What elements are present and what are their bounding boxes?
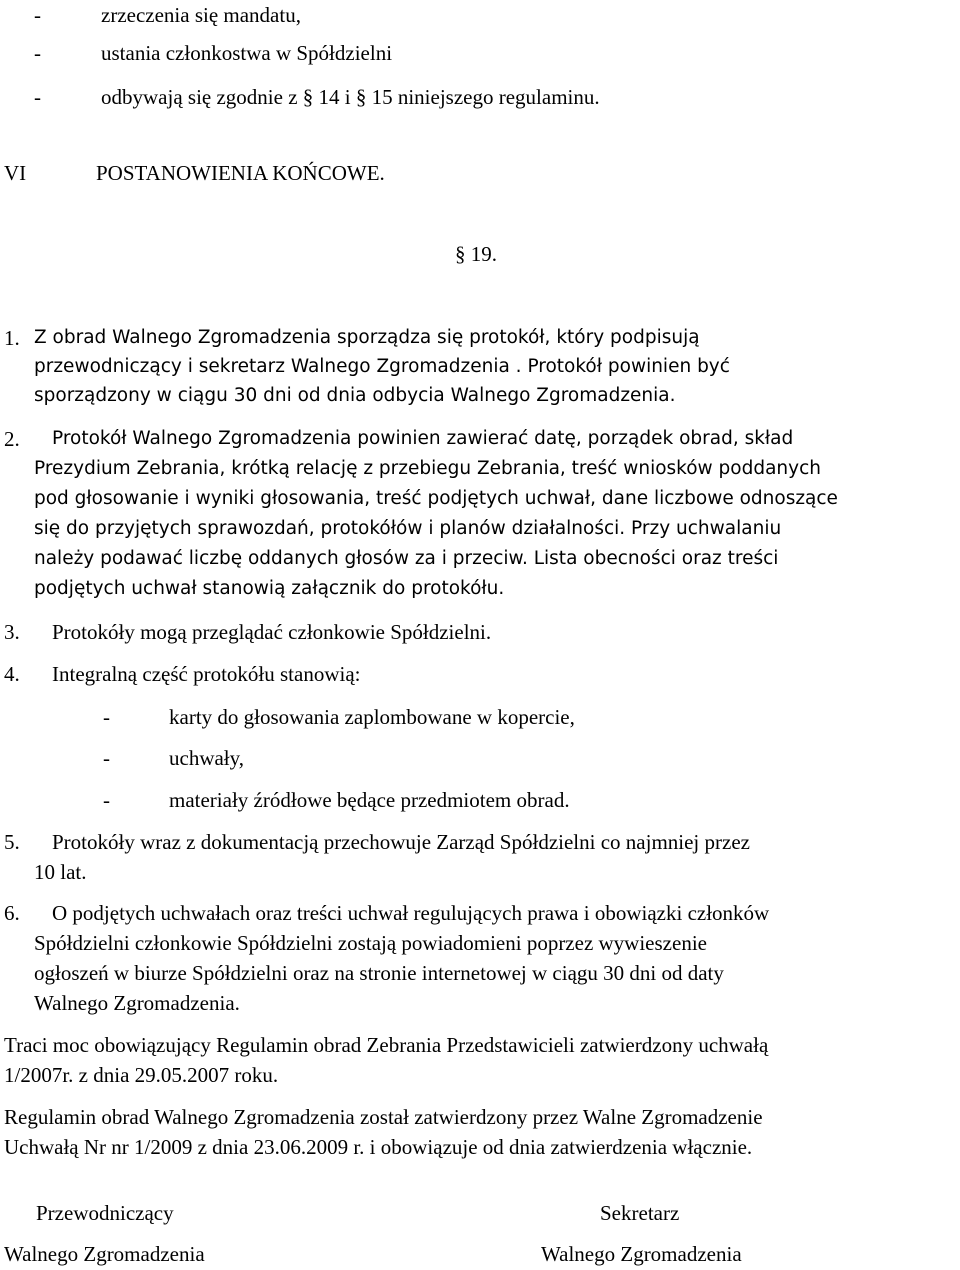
paragraph-mark: § 19. xyxy=(455,242,497,266)
item-number: 3. xyxy=(4,620,20,644)
section-number: VI xyxy=(4,161,27,185)
signature-role: Sekretarz xyxy=(600,1201,680,1225)
closing-line: Uchwałą Nr nr 1/2009 z dnia 23.06.2009 r. i obowiązuje od dnia zatwierdzenia włącznie. xyxy=(4,1135,753,1159)
item-line: Walnego Zgromadzenia. xyxy=(34,991,240,1015)
item-line: należy podawać liczbę oddanych głosów za i przeciw. Lista obecności oraz treści xyxy=(34,548,779,569)
item-line: Z obrad Walnego Zgromadzenia sporządza się protokół, który podpisują xyxy=(34,327,700,348)
item-line: Spółdzielni członkowie Spółdzielni zostają powiadomieni poprzez wywieszenie xyxy=(34,931,707,955)
item-line: sporządzony w ciągu 30 dni od dnia odbycia Walnego Zgromadzenia. xyxy=(34,385,676,406)
item-number: 1. xyxy=(4,326,20,350)
signature-body: Walnego Zgromadzenia xyxy=(4,1242,205,1266)
item-line: Protokóły mogą przeglądać członkowie Spółdzielni. xyxy=(52,620,492,644)
closing-line: Regulamin obrad Walnego Zgromadzenia został zatwierdzony przez Walne Zgromadzenie xyxy=(4,1105,763,1129)
signature-body: Walnego Zgromadzenia xyxy=(541,1242,742,1266)
item-line: przewodniczący i sekretarz Walnego Zgromadzenia . Protokół powinien być xyxy=(34,356,730,377)
closing-line: Traci moc obowiązujący Regulamin obrad Zebrania Przedstawicieli zatwierdzony uchwałą xyxy=(4,1033,769,1057)
item-number: 5. xyxy=(4,830,20,854)
list-dash: - xyxy=(103,746,110,770)
item-number: 6. xyxy=(4,901,20,925)
list-dash: - xyxy=(103,788,110,812)
item-line: 10 lat. xyxy=(34,860,87,884)
item-line: pod głosowanie i wyniki głosowania, treść podjętych uchwał, dane liczbowe odnoszące xyxy=(34,488,838,509)
list-dash: - xyxy=(34,85,41,109)
item-line: się do przyjętych sprawozdań, protokółów i planów działalności. Przy uchwalaniu xyxy=(34,518,782,539)
section-title: POSTANOWIENIA KOŃCOWE. xyxy=(96,161,385,185)
list-dash: - xyxy=(103,705,110,729)
sub-list-item: karty do głosowania zaplombowane w kopercie, xyxy=(169,705,575,729)
item-line: Protokół Walnego Zgromadzenia powinien zawierać datę, porządek obrad, skład xyxy=(52,428,794,449)
sub-list-item: materiały źródłowe będące przedmiotem obrad. xyxy=(169,788,570,812)
sub-list-item: uchwały, xyxy=(169,746,245,770)
list-item: zrzeczenia się mandatu, xyxy=(101,3,301,27)
list-item: odbywają się zgodnie z § 14 i § 15 niniejszego regulaminu. xyxy=(101,85,600,109)
item-line: O podjętych uchwałach oraz treści uchwał regulujących prawa i obowiązki członków xyxy=(52,901,770,925)
item-number: 4. xyxy=(4,662,20,686)
list-dash: - xyxy=(34,41,41,65)
list-item: ustania członkostwa w Spółdzielni xyxy=(101,41,393,65)
item-line: podjętych uchwał stanowią załącznik do protokółu. xyxy=(34,578,505,599)
item-line: Prezydium Zebrania, krótką relację z przebiegu Zebrania, treść wniosków poddanych xyxy=(34,458,821,479)
list-dash: - xyxy=(34,3,41,27)
item-line: Protokóły wraz z dokumentacją przechowuje Zarząd Spółdzielni co najmniej przez xyxy=(52,830,750,854)
closing-line: 1/2007r. z dnia 29.05.2007 roku. xyxy=(4,1063,279,1087)
item-line: Integralną część protokółu stanowią: xyxy=(52,662,361,686)
item-line: ogłoszeń w biurze Spółdzielni oraz na stronie internetowej w ciągu 30 dni od daty xyxy=(34,961,724,985)
signature-role: Przewodniczący xyxy=(36,1201,174,1225)
item-number: 2. xyxy=(4,427,20,451)
